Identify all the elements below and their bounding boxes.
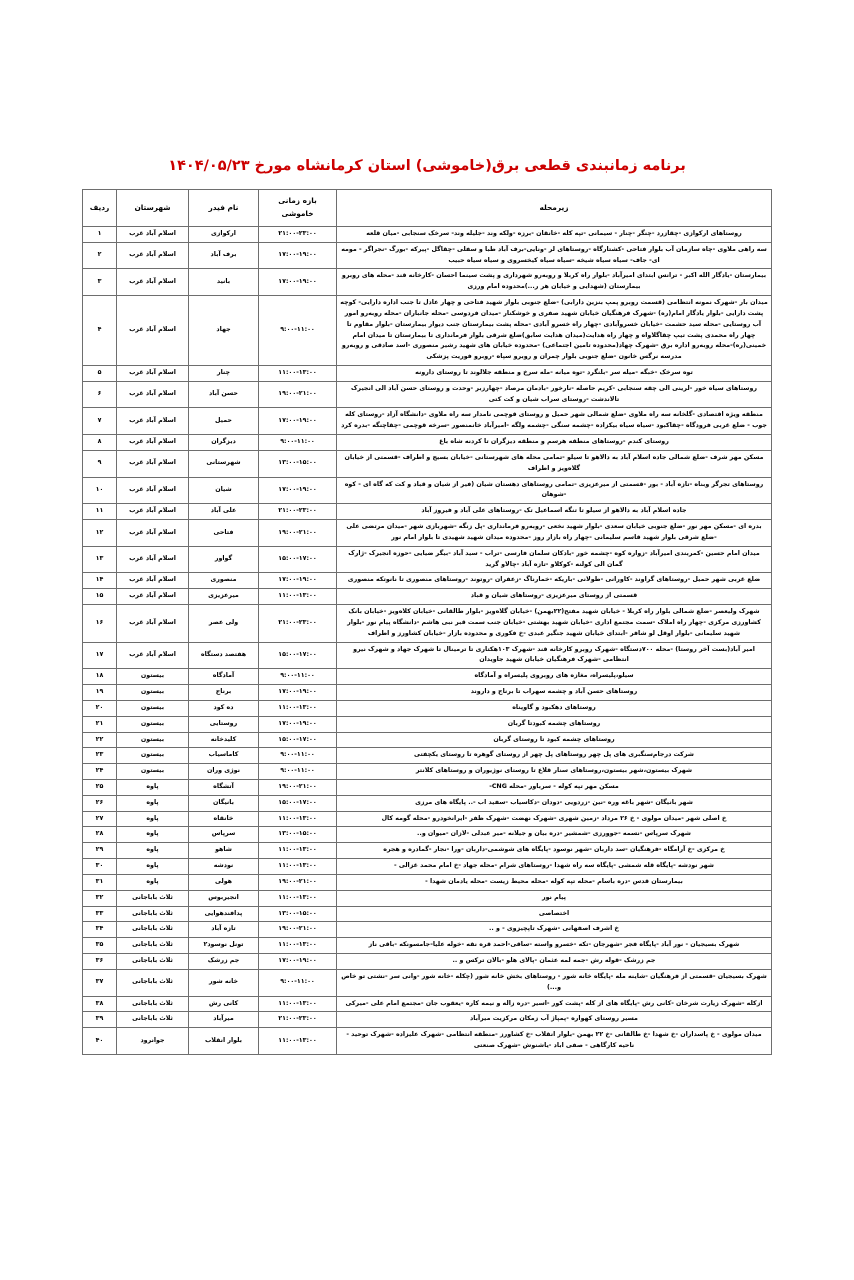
cell-county: اسلام آباد غرب bbox=[117, 504, 189, 520]
cell-row-number: ۱۲ bbox=[83, 520, 117, 547]
table-body bbox=[83, 226, 772, 1054]
cell-feeder-name: بانید bbox=[189, 269, 259, 296]
column-header-row-number: ردیف bbox=[83, 190, 117, 226]
cell-subneighborhood: میدان مولوی - خ پاسداران -خ شهدا -خ طالقانی -خ ۲۲ بهمن -بلوار انقلاب -خ کشاورز -منطقه انتظامی -شهرک علیزاده -شهرک توحید - ناحیه کارگاهی - صفی اباد -یاشنوش -شهرک صنعتی bbox=[337, 1028, 772, 1055]
table-row bbox=[83, 748, 772, 764]
cell-county: اسلام آباد غرب bbox=[117, 365, 189, 381]
cell-subneighborhood: ازکله -شهرک زیارت شرخان -کانی رش -پایگاه های از کله -پشت کور -اسیر -دره زاله و نیمه کاره -یعقوب جان -مجتمع امام علی -میرکی bbox=[337, 996, 772, 1012]
cell-row-number: ۱۱ bbox=[83, 504, 117, 520]
cell-feeder-name: کانی رش bbox=[189, 996, 259, 1012]
cell-outage-time: ۱۷:۰۰-۱۹:۰۰ bbox=[259, 408, 337, 435]
cell-county: پاوه bbox=[117, 780, 189, 796]
table-row bbox=[83, 700, 772, 716]
table-row bbox=[83, 795, 772, 811]
cell-outage-time: ۱۱:۰۰-۱۳:۰۰ bbox=[259, 938, 337, 954]
cell-subneighborhood: ضلع غربی شهر حمیل -روستاهای گراوند -کاورانی -طولانی -باریکه -خمارناگ -زعفران -روتوند -روستاهای منصوری تا نانوتکه منصوری bbox=[337, 573, 772, 589]
table-row bbox=[83, 996, 772, 1012]
cell-subneighborhood: روستای کندم -روستاهای منطقه هرسم و منطقه دیزگران تا کردنه شاه باغ bbox=[337, 435, 772, 451]
cell-feeder-name: شیان bbox=[189, 477, 259, 504]
cell-subneighborhood: شرکت درجام‌سنگبری های پل چهر روستاهای پل چهر از روستای گوهره تا روستای یکچفتی bbox=[337, 748, 772, 764]
cell-subneighborhood: خ مرکزی -خ آرامگاه -فرهنگیان -سد داربان -شهر نوسود -پایگاه های شوشمی-داربان -ورا -نجار -گمادره و هجره bbox=[337, 843, 772, 859]
cell-row-number: ۳۱ bbox=[83, 874, 117, 890]
table-row bbox=[83, 435, 772, 451]
cell-feeder-name: شهرستانی bbox=[189, 450, 259, 477]
cell-county: پاوه bbox=[117, 843, 189, 859]
cell-subneighborhood: جم زرشک -قوله رش -جمه لمه عثمان -پالای هلو -بالان ترکس و .. bbox=[337, 954, 772, 970]
cell-outage-time: ۱۳:۰۰-۱۵:۰۰ bbox=[259, 827, 337, 843]
table-row bbox=[83, 827, 772, 843]
cell-subneighborhood: قسمتی از روستای میرعزیزی -روستاهای شیان و قباد bbox=[337, 589, 772, 605]
cell-outage-time: ۱۹:۰۰-۲۱:۰۰ bbox=[259, 874, 337, 890]
cell-row-number: ۲۸ bbox=[83, 827, 117, 843]
cell-county: پاوه bbox=[117, 795, 189, 811]
cell-county: ثلاث باباجانی bbox=[117, 969, 189, 996]
table-row bbox=[83, 859, 772, 875]
table-row bbox=[83, 365, 772, 381]
cell-feeder-name: ارکوازی bbox=[189, 226, 259, 242]
cell-feeder-name: ولی عصر bbox=[189, 605, 259, 642]
cell-row-number: ۱۶ bbox=[83, 605, 117, 642]
column-header-feeder-name: نام فیدر bbox=[189, 190, 259, 226]
table-row bbox=[83, 811, 772, 827]
cell-subneighborhood: روستاهای سیاه خور -لرینی الی چقه سنجابی -کریم حاصله -نارخور -بادمان مرصاد -چهارزبر -وحدت و روستای حسن آباد الی انجیرک تالاندشت -روستای سراب شیان و کت کتی bbox=[337, 381, 772, 408]
table-row bbox=[83, 906, 772, 922]
cell-feeder-name: خانه شور bbox=[189, 969, 259, 996]
cell-feeder-name: هولی bbox=[189, 874, 259, 890]
cell-row-number: ۹ bbox=[83, 450, 117, 477]
cell-county: اسلام آباد غرب bbox=[117, 605, 189, 642]
cell-county: پاوه bbox=[117, 811, 189, 827]
cell-county: بیستون bbox=[117, 700, 189, 716]
cell-feeder-name: نودشه bbox=[189, 859, 259, 875]
cell-outage-time: ۱۱:۰۰-۱۳:۰۰ bbox=[259, 811, 337, 827]
table-row bbox=[83, 242, 772, 269]
outage-schedule-table bbox=[82, 189, 772, 1055]
cell-county: ثلاث باباجانی bbox=[117, 922, 189, 938]
cell-feeder-name: دیزگران bbox=[189, 435, 259, 451]
cell-subneighborhood: روستاهای دهکبود و گاوپناه bbox=[337, 700, 772, 716]
cell-feeder-name: برناج bbox=[189, 685, 259, 701]
cell-county: اسلام آباد غرب bbox=[117, 642, 189, 669]
cell-row-number: ۳۵ bbox=[83, 938, 117, 954]
cell-row-number: ۱۳ bbox=[83, 546, 117, 573]
cell-feeder-name: انجیربوس bbox=[189, 890, 259, 906]
cell-row-number: ۳۹ bbox=[83, 1012, 117, 1028]
cell-county: اسلام آباد غرب bbox=[117, 573, 189, 589]
table-row bbox=[83, 546, 772, 573]
cell-row-number: ۳۰ bbox=[83, 859, 117, 875]
cell-outage-time: ۱۷:۰۰-۱۹:۰۰ bbox=[259, 573, 337, 589]
cell-county: بیستون bbox=[117, 685, 189, 701]
cell-county: اسلام آباد غرب bbox=[117, 269, 189, 296]
cell-outage-time: ۲۱:۰۰-۲۳:۰۰ bbox=[259, 1012, 337, 1028]
cell-subneighborhood: شهرک بیستون،شهر بیستون،روستاهای سنار قلاع تا روستای نوژیوران و روستاهای کلانتر bbox=[337, 764, 772, 780]
table-row bbox=[83, 843, 772, 859]
cell-county: ثلاث باباجانی bbox=[117, 890, 189, 906]
cell-feeder-name: علی آباد bbox=[189, 504, 259, 520]
cell-feeder-name: نوژی وران bbox=[189, 764, 259, 780]
cell-subneighborhood: مسکن مهر تپه کوله - سرباور -محله CNG- bbox=[337, 780, 772, 796]
cell-row-number: ۱۴ bbox=[83, 573, 117, 589]
cell-county: پاوه bbox=[117, 859, 189, 875]
table-header-row bbox=[83, 190, 772, 226]
cell-outage-time: ۱۷:۰۰-۱۹:۰۰ bbox=[259, 685, 337, 701]
cell-row-number: ۴ bbox=[83, 296, 117, 366]
cell-outage-time: ۱۱:۰۰-۱۳:۰۰ bbox=[259, 996, 337, 1012]
cell-row-number: ۳۲ bbox=[83, 890, 117, 906]
cell-county: ثلاث باباجانی bbox=[117, 954, 189, 970]
cell-county: بیستون bbox=[117, 764, 189, 780]
cell-county: اسلام آباد غرب bbox=[117, 408, 189, 435]
cell-feeder-name: حمیل bbox=[189, 408, 259, 435]
cell-county: ثلاث باباجانی bbox=[117, 906, 189, 922]
table-row bbox=[83, 408, 772, 435]
table-row bbox=[83, 874, 772, 890]
cell-outage-time: ۱۹:۰۰-۲۱:۰۰ bbox=[259, 780, 337, 796]
cell-outage-time: ۱۹:۰۰-۲۱:۰۰ bbox=[259, 922, 337, 938]
cell-outage-time: ۲۱:۰۰-۲۳:۰۰ bbox=[259, 605, 337, 642]
cell-subneighborhood: مسیر روستای کهواره -پمپاژ آب زمکان مرکزیت میرآباد bbox=[337, 1012, 772, 1028]
table-row bbox=[83, 226, 772, 242]
cell-county: اسلام آباد غرب bbox=[117, 589, 189, 605]
cell-subneighborhood: منطقه ویژه اقتصادی -گلخانه سه راه ملاوی -ضلع شمالی شهر حمیل و روستای قوچمی نامدار سه راه ملاوی -دانشگاه آزاد -روستای کله جوب - ضلع غربی فرودگاه -چقاکبود -سیاه سیاه بیکزاده -چشمه سنگی -چشمه ولگه -امیرآباد خانمنصور -سرخه قوچمی -چقاچنگه -بدره کرد bbox=[337, 408, 772, 435]
column-header-subneighborhood: زیرمحله bbox=[337, 190, 772, 226]
table-row bbox=[83, 764, 772, 780]
cell-outage-time: ۹:۰۰-۱۱:۰۰ bbox=[259, 764, 337, 780]
cell-subneighborhood: اختصاصی bbox=[337, 906, 772, 922]
cell-feeder-name: روستایی bbox=[189, 716, 259, 732]
table-row bbox=[83, 716, 772, 732]
cell-county: بیستون bbox=[117, 748, 189, 764]
cell-subneighborhood: شهرک سرپاس -نسمه -جوورزی -شمشیر -دره بیان و جیلانه -میر عبدلی -لازان -میوان و.. bbox=[337, 827, 772, 843]
cell-feeder-name: سرپاس bbox=[189, 827, 259, 843]
cell-county: اسلام آباد غرب bbox=[117, 450, 189, 477]
cell-feeder-name: آمادگاه bbox=[189, 669, 259, 685]
cell-row-number: ۳۷ bbox=[83, 969, 117, 996]
cell-outage-time: ۱۵:۰۰-۱۷:۰۰ bbox=[259, 546, 337, 573]
cell-feeder-name: ده کود bbox=[189, 700, 259, 716]
cell-outage-time: ۱۷:۰۰-۱۹:۰۰ bbox=[259, 477, 337, 504]
cell-feeder-name: چنار bbox=[189, 365, 259, 381]
cell-outage-time: ۱۹:۰۰-۲۱:۰۰ bbox=[259, 520, 337, 547]
cell-row-number: ۳ bbox=[83, 269, 117, 296]
cell-row-number: ۱۰ bbox=[83, 477, 117, 504]
cell-subneighborhood: روستاهای چشمه کبود تا روستای گربان bbox=[337, 732, 772, 748]
page-title: برنامه زمانبندی قطعی برق(خاموشی) استان کرمانشاه مورخ ۱۴۰۴/۰۵/۲۳ bbox=[168, 157, 686, 174]
cell-feeder-name: فتاحی bbox=[189, 520, 259, 547]
cell-feeder-name: بانیگان bbox=[189, 795, 259, 811]
cell-row-number: ۱۵ bbox=[83, 589, 117, 605]
cell-feeder-name: هفتصد دستگاه bbox=[189, 642, 259, 669]
cell-county: اسلام آباد غرب bbox=[117, 242, 189, 269]
cell-subneighborhood: میدان امام حسین -کمربندی امیرآباد -زواره کوه -چشمه خور -بادکان سلمان فارسی -تراب - سید آباد -بیگر ضیایی -حوزه انجیرک -ژارک گمان الی کولنه -کوکلاو -تازه آباد -چالاو گرید bbox=[337, 546, 772, 573]
cell-subneighborhood: شهرک بسیجیان - نور آباد -پایگاه فجر -شهر‌جان -تکه -خسرو واسته -ساقی-احمد قره نقه -خوله علیا-جامسونکه -باقی ناز bbox=[337, 938, 772, 954]
cell-outage-time: ۱۱:۰۰-۱۳:۰۰ bbox=[259, 589, 337, 605]
cell-row-number: ۲۲ bbox=[83, 732, 117, 748]
cell-row-number: ۴۰ bbox=[83, 1028, 117, 1055]
cell-county: اسلام آباد غرب bbox=[117, 520, 189, 547]
cell-subneighborhood: سه راهی ملاوی -چاه سازمان آب بلوار فتاحی -کشتارگاه -روستاهای لر -ونایی-برف آباد طبا و سفلی -چقاگل -پیرکه -بورگ -نجراگر - مومه ای- جاف- سیاه سیاه شیخه -سیاه سیاه کیخسروی و سیاه سیاه حبیب bbox=[337, 242, 772, 269]
cell-county: بیستون bbox=[117, 716, 189, 732]
cell-subneighborhood: پیام نور bbox=[337, 890, 772, 906]
cell-county: اسلام آباد غرب bbox=[117, 296, 189, 366]
cell-subneighborhood: روستاهای حسن آباد و چشمه سهراب تا برناج و داروند bbox=[337, 685, 772, 701]
cell-row-number: ۲۱ bbox=[83, 716, 117, 732]
table-row bbox=[83, 922, 772, 938]
cell-outage-time: ۹:۰۰-۱۱:۰۰ bbox=[259, 669, 337, 685]
cell-outage-time: ۹:۰۰-۱۱:۰۰ bbox=[259, 969, 337, 996]
cell-feeder-name: میرآباد bbox=[189, 1012, 259, 1028]
cell-subneighborhood: شهرک ولیعصر -ضلع شمالی بلوار راه کربلا - خیابان شهید مفتح(۲۲بهمن) -خیابان گلاه‌ویز -بلوار طالقانی -خیابان کلاه‌ویز -خیابان بانک کشاورزی مرکزی -چهار راه املاک -سمت مجتمع اداری -خیابان شهید بهشتی -خیابان جنب سمت قبر نبی هاشم -دانشگاه پیام نور -بلوار شهید سلیمانی -بلوار اوقل لو شافر -ابتدای خیابان شهید جنگیر عبدی -خ فکوری و محدوده بازار -خیابان کشاورز و اطراف bbox=[337, 605, 772, 642]
cell-outage-time: ۱۱:۰۰-۱۳:۰۰ bbox=[259, 1028, 337, 1055]
cell-row-number: ۳۴ bbox=[83, 922, 117, 938]
cell-outage-time: ۲۱:۰۰-۲۳:۰۰ bbox=[259, 226, 337, 242]
cell-outage-time: ۹:۰۰-۱۱:۰۰ bbox=[259, 296, 337, 366]
cell-county: بیستون bbox=[117, 732, 189, 748]
cell-feeder-name: تازه آباد bbox=[189, 922, 259, 938]
table-row bbox=[83, 589, 772, 605]
cell-subneighborhood: بیمارستان -یادگار الله اکبر - ترانس ابتدای امیرآباد -بلوار راه کربلا و رو‌به‌رو شهرداری و پشت سینما احسان -کارخانه قند -محله های روبرو بیمارستان (شهدایی و خیابان هر ر...)محدوده امام ورزی bbox=[337, 269, 772, 296]
table-row bbox=[83, 520, 772, 547]
cell-outage-time: ۲۱:۰۰-۲۳:۰۰ bbox=[259, 504, 337, 520]
cell-county: ثلاث باباجانی bbox=[117, 938, 189, 954]
cell-outage-time: ۱۷:۰۰-۱۹:۰۰ bbox=[259, 242, 337, 269]
cell-row-number: ۵ bbox=[83, 365, 117, 381]
cell-subneighborhood: شهر نودشه -پایگاه قله شمشی -پایگاه سه راه شهدا -روستاهای شرام -محله جهاد -خ امام محمد غزالی - bbox=[337, 859, 772, 875]
cell-row-number: ۳۳ bbox=[83, 906, 117, 922]
cell-row-number: ۲۶ bbox=[83, 795, 117, 811]
cell-outage-time: ۱۹:۰۰-۲۱:۰۰ bbox=[259, 381, 337, 408]
table-header bbox=[83, 190, 772, 226]
cell-county: اسلام آباد غرب bbox=[117, 546, 189, 573]
table-row bbox=[83, 669, 772, 685]
cell-row-number: ۳۸ bbox=[83, 996, 117, 1012]
cell-feeder-name: جهاد bbox=[189, 296, 259, 366]
table-row bbox=[83, 605, 772, 642]
cell-subneighborhood: بیمارستان قدس -دره باسام -محله تپه کوله -محله محیط زیست -محله یادمان شهدا - bbox=[337, 874, 772, 890]
cell-row-number: ۱ bbox=[83, 226, 117, 242]
column-header-county: شهرستان bbox=[117, 190, 189, 226]
table-row bbox=[83, 381, 772, 408]
cell-outage-time: ۱۱:۰۰-۱۳:۰۰ bbox=[259, 843, 337, 859]
cell-subneighborhood: روستاهای ارکوازی -چقازرد -چنگر -چنار - سیمانی -تپه کله -خانقان -برزه -ولکه وند -جلیله وند- سرخک سنجابی -میان قلعه bbox=[337, 226, 772, 242]
cell-outage-time: ۱۱:۰۰-۱۳:۰۰ bbox=[259, 890, 337, 906]
table-row bbox=[83, 954, 772, 970]
cell-subneighborhood: توه سرخک -خبگه -میله سر -بلنگرد -توه میانه -مله سرخ و منطقه جلالوند تا روستای دارونه bbox=[337, 365, 772, 381]
cell-outage-time: ۱۱:۰۰-۱۳:۰۰ bbox=[259, 365, 337, 381]
cell-subneighborhood: سیلو،پلیسراه، مغازه های روبروی پلیسراه و آمادگاه bbox=[337, 669, 772, 685]
cell-subneighborhood: خ اشرف اصفهانی -شهرک تاپچیزوی - و .. bbox=[337, 922, 772, 938]
table-row bbox=[83, 732, 772, 748]
cell-subneighborhood: مسکن مهر شرف -ضلع شمالی جاده اسلام آباد به دالاهو تا سیلو -تمامی محله های شهرستانی -خیابان بسیج و اطراف -قسمتی از خیابان گلاه‌ویز و اطراف bbox=[337, 450, 772, 477]
cell-row-number: ۸ bbox=[83, 435, 117, 451]
cell-outage-time: ۱۳:۰۰-۱۵:۰۰ bbox=[259, 906, 337, 922]
cell-county: اسلام آباد غرب bbox=[117, 477, 189, 504]
cell-feeder-name: گواور bbox=[189, 546, 259, 573]
cell-row-number: ۲۳ bbox=[83, 748, 117, 764]
table-row bbox=[83, 269, 772, 296]
cell-row-number: ۱۹ bbox=[83, 685, 117, 701]
title-container bbox=[0, 0, 854, 189]
cell-subneighborhood: جاده اسلام آباد به دالاهو از سیلو تا تنگه اسماعیل تک -روستاهای علی آباد و فیروز آباد bbox=[337, 504, 772, 520]
table-row bbox=[83, 477, 772, 504]
cell-row-number: ۲ bbox=[83, 242, 117, 269]
cell-row-number: ۲۰ bbox=[83, 700, 117, 716]
cell-subneighborhood: خ اصلی شهر -میدان مولوی - خ ۲۶ مرداد -زمین شهری -شهرک نهضت -شهرک ظفر -ایرانخودرو -محله گومه کال bbox=[337, 811, 772, 827]
schedule-table-container bbox=[82, 189, 772, 1135]
cell-county: پاوه bbox=[117, 827, 189, 843]
cell-county: بیستون bbox=[117, 669, 189, 685]
cell-row-number: ۱۸ bbox=[83, 669, 117, 685]
cell-feeder-name: خانقاه bbox=[189, 811, 259, 827]
cell-feeder-name: تونل نوسود۲ bbox=[189, 938, 259, 954]
table-row bbox=[83, 642, 772, 669]
cell-county: اسلام آباد غرب bbox=[117, 435, 189, 451]
cell-subneighborhood: شهرک بسیجیان -قسمتی از فرهنگیان -شاینه مله -پایگاه خانه شور - روستاهای بخش خانه شور (چکله -خانه شور -وانی سر -نشتی تو خاص و...) bbox=[337, 969, 772, 996]
cell-outage-time: ۱۵:۰۰-۱۷:۰۰ bbox=[259, 795, 337, 811]
cell-feeder-name: کاماسیاب bbox=[189, 748, 259, 764]
table-row bbox=[83, 504, 772, 520]
cell-county: ثلاث باباجانی bbox=[117, 996, 189, 1012]
table-row bbox=[83, 685, 772, 701]
cell-outage-time: ۱۵:۰۰-۱۷:۰۰ bbox=[259, 732, 337, 748]
cell-outage-time: ۱۱:۰۰-۱۳:۰۰ bbox=[259, 700, 337, 716]
cell-feeder-name: آتشگاه bbox=[189, 780, 259, 796]
table-row bbox=[83, 296, 772, 366]
cell-outage-time: ۱۱:۰۰-۱۳:۰۰ bbox=[259, 859, 337, 875]
cell-county: پاوه bbox=[117, 874, 189, 890]
cell-row-number: ۶ bbox=[83, 381, 117, 408]
cell-county: اسلام آباد غرب bbox=[117, 226, 189, 242]
cell-outage-time: ۹:۰۰-۱۱:۰۰ bbox=[259, 435, 337, 451]
cell-feeder-name: بلوار انقلاب bbox=[189, 1028, 259, 1055]
cell-row-number: ۲۵ bbox=[83, 780, 117, 796]
cell-outage-time: ۹:۰۰-۱۱:۰۰ bbox=[259, 748, 337, 764]
table-row bbox=[83, 1012, 772, 1028]
cell-subneighborhood: بدره ای -مسکن مهر نور -ضلع جنوبی خیابان سعدی -بلوار شهید نخعی -رو‌به‌رو فرمانداری -پل زنگه -شهربازی شهر -میدان مرتضی علی -ضلع شرقی بلوار شهید قاسم سلیمانی -چهار راه بازار روز -محدوده میدان شهید شهیدی تا بلوار امام نور bbox=[337, 520, 772, 547]
cell-feeder-name: جم زرشک bbox=[189, 954, 259, 970]
cell-feeder-name: میرعزیزی bbox=[189, 589, 259, 605]
cell-feeder-name: شاهو bbox=[189, 843, 259, 859]
cell-county: ثلاث باباجانی bbox=[117, 1012, 189, 1028]
table-row bbox=[83, 969, 772, 996]
table-row bbox=[83, 573, 772, 589]
cell-feeder-name: برف آباد bbox=[189, 242, 259, 269]
cell-outage-time: ۱۵:۰۰-۱۷:۰۰ bbox=[259, 642, 337, 669]
cell-outage-time: ۱۳:۰۰-۱۵:۰۰ bbox=[259, 450, 337, 477]
cell-subneighborhood: میدان بار -شهرک نمونه انتظامی (قسمت روبرو پمپ بنزین دارابی) -ضلع جنوبی بلوار شهید فتاحی و چهار عادل تا جنب اداره دارایی- کوچه پشت دارایی -بلوار یادگار امام(ره) -شهرک فرهنگیان خیابان شهید صفری و خوشکنار -میدان فردوسی -محله جانباران -محله رو‌به‌رو امور آب روستایی -محله سید حشمت -خیابان خسروآبادی -چهار راه خسرو آبادی -محله پشت بیمارستان جنب دیوار بیمارستان -بلوار مقاوم تا چهار راه محمدی پشت تیپ چقاگلاواه و چهار راه هدایت(میدان هدایت سابق)ضلع شرقی بلوار فرمانداری تا بیمارستان تا میدان امام خمینی(ره)-محله رو‌به‌رو اداره برق -شهرک چهاد(محدوده تامین اجتماعی) -محدوده خیابان های شهید رشیر منصوری -اسد صادقی و رو‌به‌رو مدرسه نرگس خانون -ضلع جنوبی بلوار چمران و روبرو سپاه -روبرو فوریت پزشکی bbox=[337, 296, 772, 366]
cell-row-number: ۲۴ bbox=[83, 764, 117, 780]
table-row bbox=[83, 450, 772, 477]
cell-outage-time: ۱۷:۰۰-۱۹:۰۰ bbox=[259, 269, 337, 296]
cell-subneighborhood: روستاهای چشمه کبودتا گربان bbox=[337, 716, 772, 732]
cell-feeder-name: منصوری bbox=[189, 573, 259, 589]
cell-feeder-name: کلیدخانه bbox=[189, 732, 259, 748]
table-row bbox=[83, 890, 772, 906]
table-row bbox=[83, 780, 772, 796]
cell-row-number: ۷ bbox=[83, 408, 117, 435]
table-row bbox=[83, 938, 772, 954]
cell-row-number: ۳۶ bbox=[83, 954, 117, 970]
cell-county: اسلام آباد غرب bbox=[117, 381, 189, 408]
cell-feeder-name: پدافندهوایی bbox=[189, 906, 259, 922]
cell-outage-time: ۱۷:۰۰-۱۹:۰۰ bbox=[259, 716, 337, 732]
cell-outage-time: ۱۷:۰۰-۱۹:۰۰ bbox=[259, 954, 337, 970]
column-header-outage-time: بازه زمانی خاموشی bbox=[259, 190, 337, 226]
cell-subneighborhood: امیر آباد(بست آخر روستا) -محله ۷۰۰دستگاه -شهرک روبرو کارخانه قند -شهرک ۱۰۳هکتاری تا ترمینال تا شهرک جهاد و شهرک نیرو انتظامی -شهرک فرهنگیان خیابان شهید جاویدان bbox=[337, 642, 772, 669]
cell-county: جوانرود bbox=[117, 1028, 189, 1055]
cell-row-number: ۲۷ bbox=[83, 811, 117, 827]
cell-row-number: ۱۷ bbox=[83, 642, 117, 669]
cell-row-number: ۲۹ bbox=[83, 843, 117, 859]
table-row bbox=[83, 1028, 772, 1055]
cell-subneighborhood: شهر بانیگان -شهر باغه وره -نین -زردویی -دودان -دکاسیاب -سفید اب -.. پایگاه های مرزی bbox=[337, 795, 772, 811]
cell-subneighborhood: روستاهای تجرگر وبناه -تازه آباد - بور -قسمتی از میرعزیزی -تمامی روستاهای دهستان شیان (فیر از شیان و قباد و کت که گاه ای - کوه -شوهان bbox=[337, 477, 772, 504]
cell-feeder-name: حسن آباد bbox=[189, 381, 259, 408]
